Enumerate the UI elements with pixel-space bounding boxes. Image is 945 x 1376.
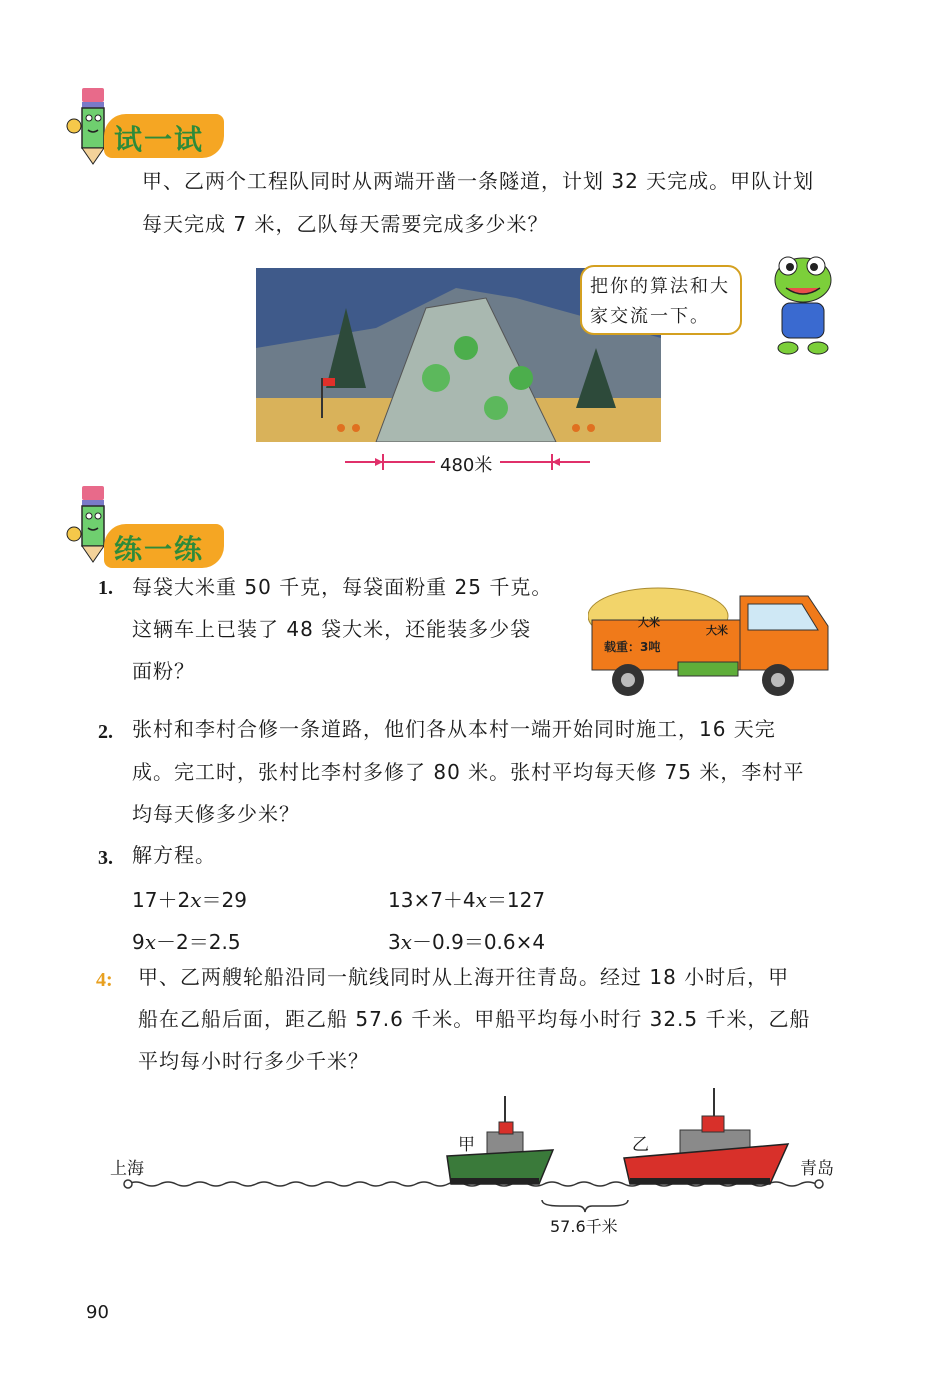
equation-2-right: ＝127: [486, 888, 546, 912]
problem-1-line-2: 这辆车上已装了 48 袋大米，还能装多少袋: [132, 617, 532, 641]
equation-4-right: －0.9＝0.6×4: [412, 930, 546, 954]
equation-4-variable: x: [400, 930, 413, 954]
problem-4-line-1: 甲、乙两艘轮船沿同一航线同时从上海开往青岛。经过 18 小时后，甲: [138, 965, 790, 989]
start-city-label: 上海: [110, 1159, 144, 1179]
equation-3-right: －2＝2.5: [156, 930, 241, 954]
equation-1-variable: x: [190, 888, 202, 912]
try-badge-title: 试一试: [114, 123, 205, 156]
problem-4-line-3: 平均每小时行多少千米？: [138, 1049, 369, 1073]
ship-b-label: 乙: [632, 1135, 649, 1155]
speech-bubble-line-1: 把你的算法和大: [590, 276, 730, 297]
equation-3: [132, 926, 241, 955]
equation-2-left: 13×7＋4: [388, 888, 476, 912]
problem-2-line-2: 成。完工时，张村比李村多修了 80 米。张村平均每天修 75 米，李村平: [132, 760, 805, 784]
equation-4: [388, 926, 545, 955]
speech-bubble: [580, 265, 742, 335]
distance-label: 480米: [440, 455, 493, 476]
equation-2-variable: x: [475, 888, 487, 912]
page-number: 90: [86, 1302, 109, 1323]
problem-2-line-3: 均每天修多少米？: [132, 802, 300, 826]
practice-section-header: [62, 476, 222, 566]
problem-1-line-1: 每袋大米重 50 千克，每袋面粉重 25 千克。: [132, 575, 553, 599]
try-problem-line-2: 每天完成 7 米，乙队每天需要完成多少米？: [142, 212, 549, 236]
problem-3-instruction: 解方程。: [132, 843, 216, 867]
problem-1-line-3: 面粉？: [132, 659, 195, 683]
equation-3-left: 9: [132, 930, 145, 954]
try-section-header: [62, 78, 222, 168]
equation-1-right: ＝29: [201, 888, 247, 912]
problem-2-line-1: 张村和李村合修一条道路，他们各从本村一端开始同时施工，16 天完: [132, 717, 776, 741]
problem-1-number: 1.: [98, 577, 113, 599]
frog-mascot-icon: [768, 248, 838, 363]
equation-2: [388, 884, 545, 913]
problem-3-number: 3.: [98, 847, 113, 869]
equation-3-variable: x: [144, 930, 157, 954]
try-problem-line-1: 甲、乙两个工程队同时从两端开凿一条隧道，计划 32 天完成。甲队计划: [142, 169, 815, 193]
sack-label-2: 大米: [706, 624, 728, 637]
sack-label-1: 大米: [638, 616, 660, 629]
equation-4-left: 3: [388, 930, 401, 954]
truck-load-label: 载重：3吨: [604, 640, 661, 654]
equation-1-left: 17＋2: [132, 888, 191, 912]
gap-label: 57.6千米: [550, 1217, 618, 1236]
end-city-label: 青岛: [800, 1159, 834, 1179]
practice-badge-title: 练一练: [114, 533, 205, 566]
problem-4-line-2: 船在乙船后面，距乙船 57.6 千米。甲船平均每小时行 32.5 千米，乙船: [138, 1007, 811, 1031]
speech-bubble-line-2: 家交流一下。: [590, 306, 710, 327]
gap-brace: [540, 1198, 630, 1214]
ship-a-label: 甲: [458, 1135, 475, 1155]
equation-1: [132, 884, 247, 913]
truck-illustration: [588, 576, 838, 700]
problem-4-number: 4:: [96, 969, 113, 991]
problem-2-number: 2.: [98, 721, 113, 743]
